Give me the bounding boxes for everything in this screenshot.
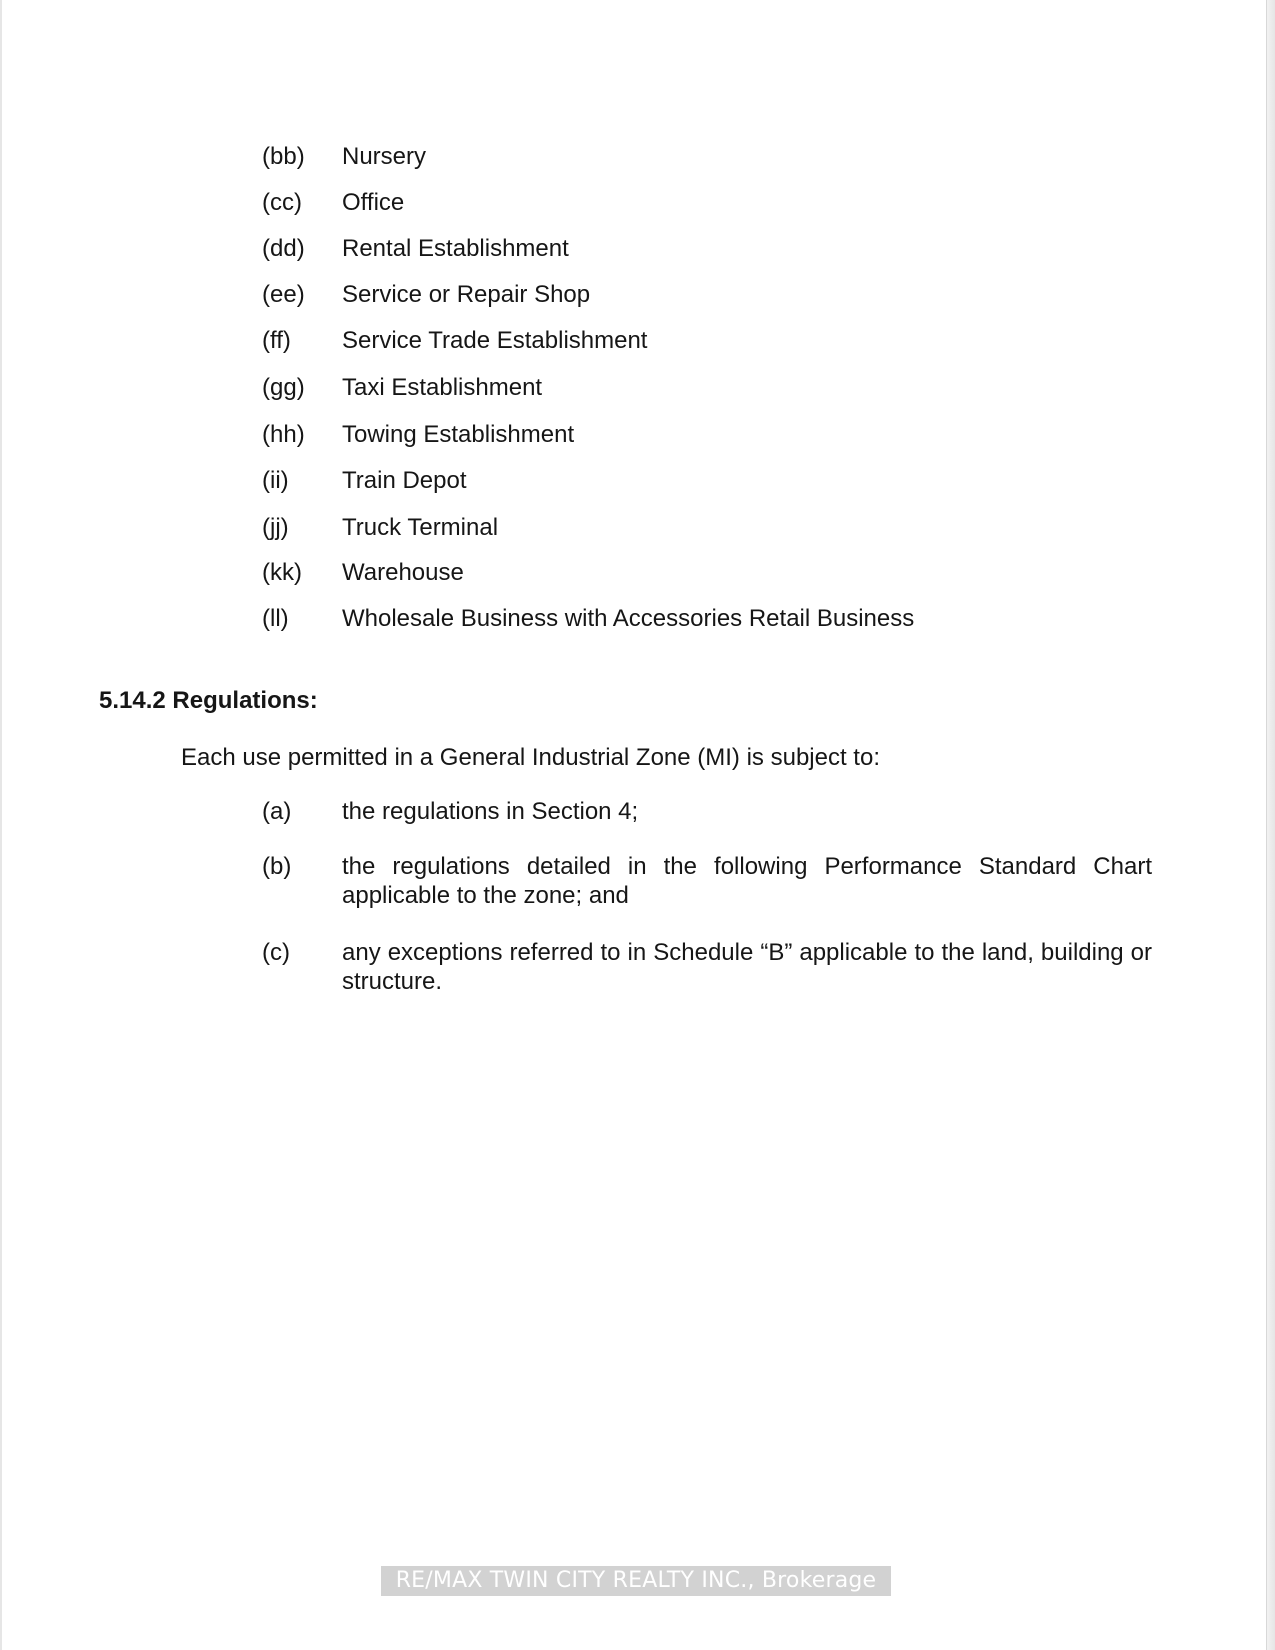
- regulation-text: the regulations in Section 4;: [342, 798, 639, 825]
- section-intro: Each use permitted in a General Industrial Zone (MI) is subject to:: [181, 744, 880, 771]
- list-item-label: (kk): [262, 559, 302, 586]
- list-item-label: (jj): [262, 514, 289, 541]
- list-item-label: (ff): [262, 327, 291, 354]
- list-item-text: Nursery: [342, 143, 427, 170]
- list-item-text: Warehouse: [342, 559, 464, 586]
- list-item-label: (bb): [262, 143, 305, 170]
- list-item-text: Taxi Establishment: [342, 374, 543, 401]
- regulation-item: [262, 938, 1152, 996]
- list-item-text: Office: [342, 189, 405, 216]
- list-item-label: (gg): [262, 374, 305, 401]
- list-item-text: Service or Repair Shop: [342, 281, 591, 308]
- list-item-text: Wholesale Business with Accessories Retail Business: [342, 605, 915, 632]
- regulation-label: (a): [262, 798, 292, 825]
- list-item-label: (ll): [262, 605, 289, 632]
- brokerage-watermark: RE/MAX TWIN CITY REALTY INC., Brokerage: [381, 1566, 891, 1596]
- regulation-label: (c): [262, 939, 290, 966]
- list-item-label: (ii): [262, 467, 289, 494]
- list-item-label: (dd): [262, 235, 305, 262]
- regulation-item: [262, 797, 1152, 826]
- regulation-item: [262, 852, 1152, 910]
- list-item-text: Train Depot: [342, 467, 467, 494]
- list-item-text: Rental Establishment: [342, 235, 569, 262]
- list-item-label: (hh): [262, 421, 305, 448]
- list-item-label: (ee): [262, 281, 305, 308]
- list-item-label: (cc): [262, 189, 302, 216]
- regulation-text: the regulations detailed in the following Performance Standard Chart applicable to the zone; and: [342, 853, 1152, 909]
- section-heading: 5.14.2 Regulations:: [99, 687, 318, 714]
- page-edge-left: [0, 0, 2, 1650]
- list-item-text: Truck Terminal: [342, 514, 499, 541]
- regulation-text: any exceptions referred to in Schedule “B” applicable to the land, building or structure.: [342, 939, 1152, 995]
- list-item-text: Towing Establishment: [342, 421, 575, 448]
- page-edge-right: [1266, 0, 1275, 1650]
- regulation-label: (b): [262, 853, 292, 880]
- list-item-text: Service Trade Establishment: [342, 327, 648, 354]
